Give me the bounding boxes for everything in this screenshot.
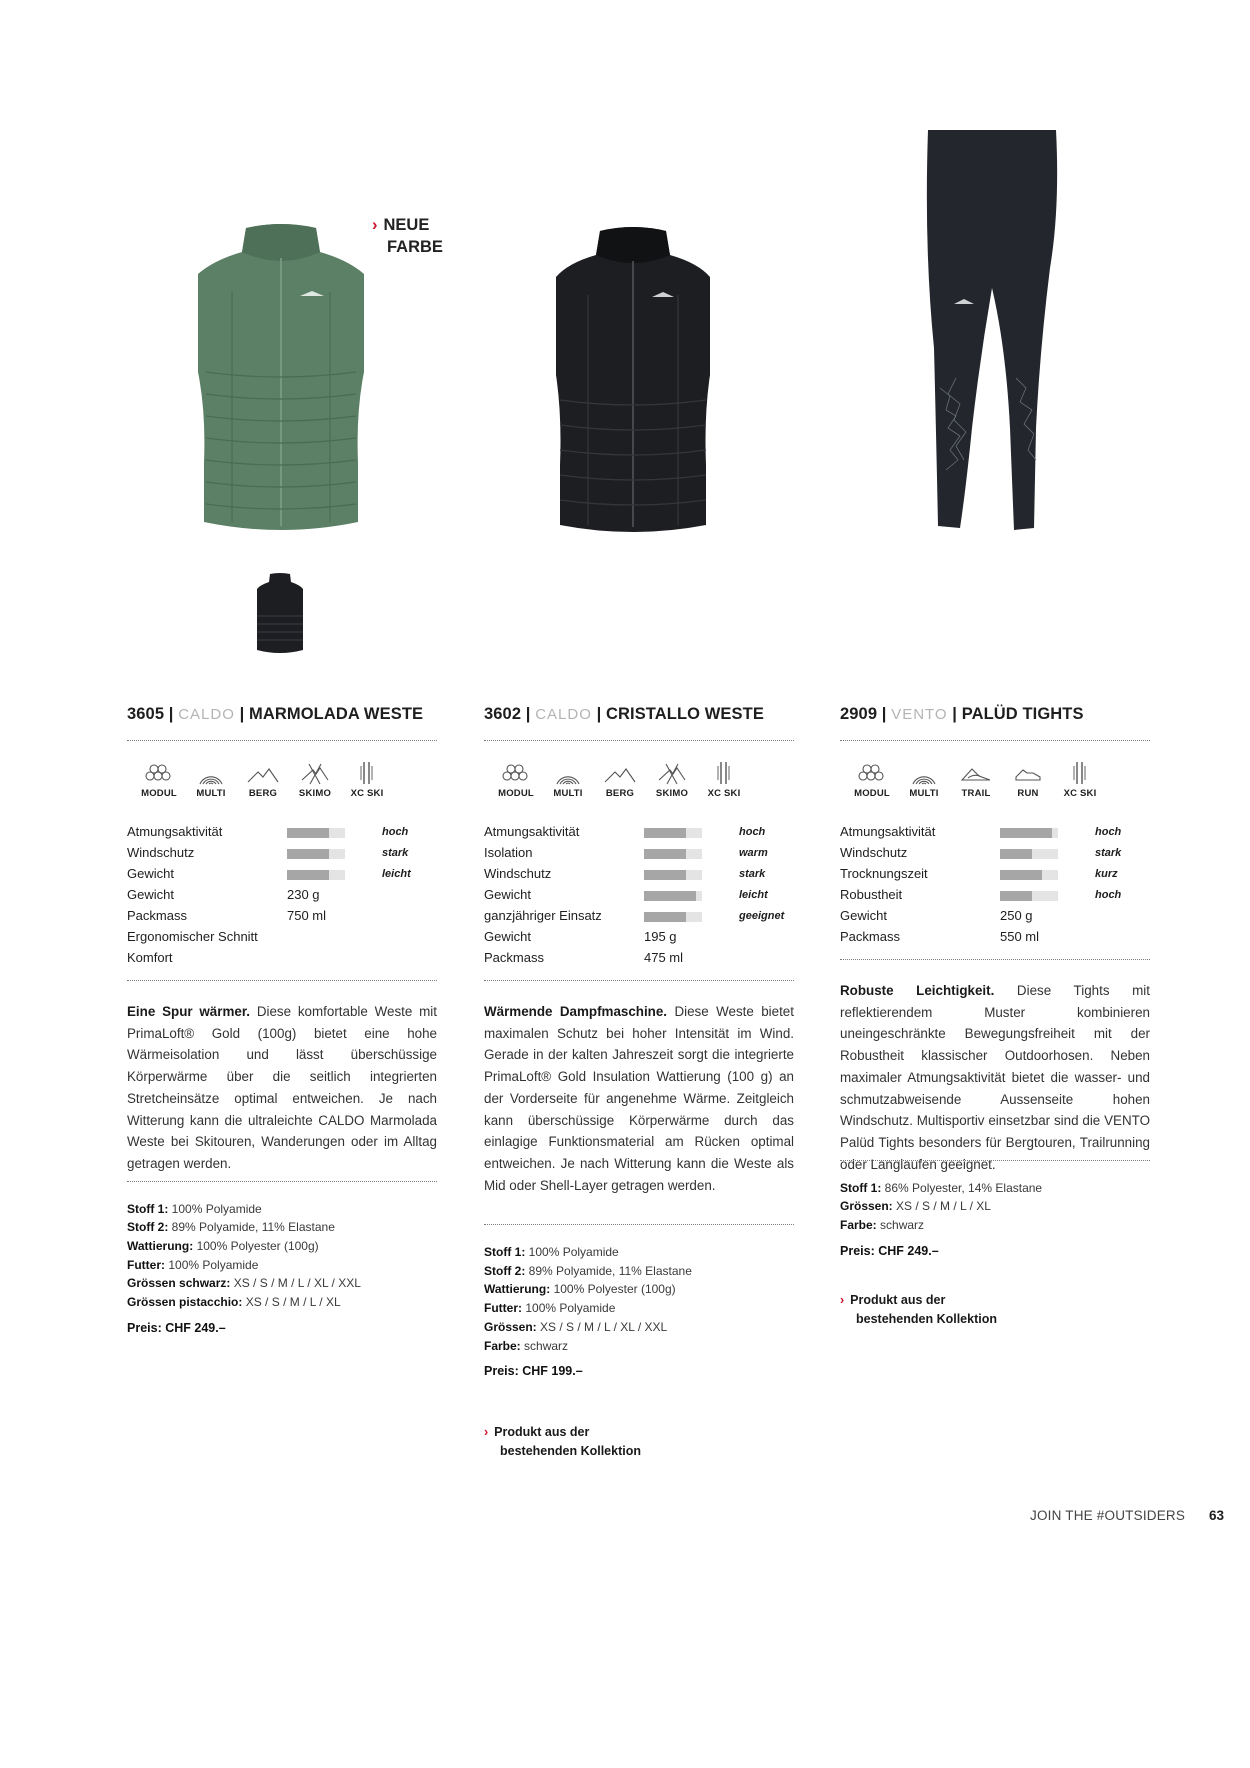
rating-label: Isolation (484, 845, 533, 860)
activity-label: SKIMO (298, 788, 332, 799)
product-description (840, 980, 1150, 1175)
spec-row (127, 1256, 437, 1275)
product-title (127, 705, 437, 729)
rating-row (484, 886, 794, 907)
rating-label: Atmungsaktivität (840, 824, 936, 839)
activity-multi (185, 760, 237, 799)
title-separator: | (234, 705, 249, 723)
badge-line1: NEUE (383, 216, 430, 234)
divider (484, 980, 794, 981)
spec-value: 100% Polyamide (168, 1257, 259, 1272)
rating-bar (1000, 849, 1058, 859)
product-number: 3605 (127, 705, 165, 723)
spec-key: Farbe: (840, 1218, 877, 1232)
rating-word: stark (1095, 847, 1122, 859)
xc-ski-icon (1063, 760, 1097, 786)
product-properties (127, 823, 437, 970)
spec-key: Stoff 1: (840, 1180, 882, 1195)
activity-label: MULTI (196, 788, 226, 799)
rating-bar-fill (1000, 849, 1032, 859)
rating-word: hoch (739, 826, 766, 838)
existing-collection-note (484, 1423, 641, 1461)
activity-xc-ski (698, 760, 750, 799)
divider (127, 1181, 437, 1182)
product-description (127, 1001, 437, 1175)
rating-label: Windschutz (127, 845, 195, 860)
divider (840, 959, 1150, 960)
rating-row (840, 886, 1150, 907)
rating-bar (644, 912, 702, 922)
spec-key: Wattierung: (127, 1239, 194, 1253)
product-price: Preis: CHF 249.– (840, 1243, 939, 1258)
multi-icon (551, 760, 585, 786)
product-title (840, 705, 1150, 729)
spec-row (484, 1318, 794, 1337)
spec-row (484, 1299, 794, 1318)
activity-berg (594, 760, 646, 799)
rating-bar-fill (644, 912, 686, 922)
spec-value: 100% Polyester (100g) (553, 1282, 676, 1297)
rating-row (127, 865, 437, 886)
value-label: Ergonomischer Schnitt (127, 929, 258, 944)
existing-line1: Produkt aus der (850, 1292, 946, 1307)
rating-row (484, 823, 794, 844)
rating-bar (644, 870, 702, 880)
spec-row (127, 1293, 437, 1312)
product-price: Preis: CHF 199.– (484, 1364, 583, 1379)
activity-icons (490, 760, 750, 799)
rating-bar (644, 828, 702, 838)
tights-image (920, 128, 1060, 536)
green-vest-image (188, 222, 374, 538)
divider (127, 980, 437, 981)
value-row (127, 907, 437, 928)
rating-label: Atmungsaktivität (484, 824, 580, 839)
spec-key: Futter: (484, 1301, 522, 1316)
activity-icons (133, 760, 393, 799)
xc-ski-icon (707, 760, 741, 786)
activity-label: XC SKI (350, 788, 384, 799)
rating-row (840, 865, 1150, 886)
spec-row (484, 1243, 794, 1262)
spec-key: Stoff 1: (484, 1245, 526, 1259)
existing-line1: Produkt aus der (494, 1425, 590, 1440)
spec-value: 89% Polyamide, 11% Elastane (528, 1263, 692, 1278)
product-properties (840, 823, 1150, 949)
rating-word: stark (739, 868, 766, 880)
value-text: 750 ml (287, 908, 327, 923)
rating-bar-fill (287, 828, 329, 838)
spec-row (127, 1274, 437, 1293)
description-lead: Eine Spur wärmer. (127, 1004, 251, 1019)
rating-label: Gewicht (127, 866, 174, 881)
rating-row (840, 823, 1150, 844)
activity-label: RUN (1017, 788, 1039, 799)
rating-row (484, 844, 794, 865)
rating-bar-fill (644, 849, 686, 859)
title-separator: | (877, 705, 892, 723)
spec-row (484, 1262, 794, 1281)
rating-word: leicht (739, 889, 768, 901)
activity-icons (846, 760, 1106, 799)
rating-row (484, 907, 794, 928)
rating-bar (644, 891, 702, 901)
material-specs (484, 1243, 794, 1381)
rating-word: geeignet (739, 910, 785, 922)
product-number: 2909 (840, 705, 878, 723)
product-description (484, 1001, 794, 1196)
spec-value: XS / S / M / L / XL / XXL (540, 1319, 668, 1334)
rating-bar (287, 870, 345, 880)
divider (840, 1160, 1150, 1161)
value-row (484, 928, 794, 949)
activity-skimo (289, 760, 341, 799)
value-label: Gewicht (840, 908, 887, 923)
rating-bar-fill (1000, 891, 1032, 901)
rating-bar (287, 849, 345, 859)
skimo-icon (298, 760, 332, 786)
spec-value: 89% Polyamide, 11% Elastane (171, 1220, 335, 1235)
title-separator: | (947, 705, 962, 723)
spec-value: 86% Polyester, 14% Elastane (884, 1180, 1043, 1195)
title-separator: | (591, 705, 606, 723)
spec-key: Grössen: (840, 1199, 893, 1214)
brand-logo: CALDO (535, 706, 592, 723)
activity-label: BERG (605, 788, 635, 799)
activity-label: MODUL (498, 788, 534, 799)
rating-bar (287, 828, 345, 838)
divider (484, 740, 794, 741)
rating-bar-fill (1000, 828, 1052, 838)
spec-row (840, 1197, 1150, 1216)
rating-label: Atmungsaktivität (127, 824, 223, 839)
value-text: 195 g (644, 929, 677, 944)
rating-word: hoch (1095, 889, 1122, 901)
product-name: PALÜD TIGHTS (961, 705, 1084, 723)
rating-bar (1000, 870, 1058, 880)
activity-xc-ski (341, 760, 393, 799)
chevron-right-icon: › (484, 1425, 489, 1440)
spec-value: 100% Polyester (100g) (196, 1239, 319, 1253)
multi-icon (907, 760, 941, 786)
footer-tagline: JOIN THE #OUTSIDERS (1030, 1508, 1186, 1523)
rating-row (127, 823, 437, 844)
product-price: Preis: CHF 249.– (127, 1320, 226, 1335)
product-name: MARMOLADA WESTE (248, 705, 424, 723)
multi-icon (194, 760, 228, 786)
spec-row (484, 1337, 794, 1356)
mountain-icon (603, 760, 637, 786)
spec-value: 100% Polyamide (528, 1245, 619, 1259)
existing-line2: bestehenden Kollektion (856, 1311, 997, 1326)
activity-xc-ski (1054, 760, 1106, 799)
material-specs (127, 1200, 437, 1338)
spec-row (840, 1179, 1150, 1198)
value-text: 250 g (1000, 908, 1033, 923)
activity-trail (950, 760, 1002, 799)
black-vest-image (548, 225, 718, 535)
description-text: Diese Weste bietet maximalen Schutz bei hoher Intensität im Wind. Gerade in der kalten Jahreszeit sorgt die integrierte PrimaLoft® Gold Insulation Wattierung (100 g) an der Vorderseite für angenehme Wärme. Zeitgleich kann überschüssige Körperwärme durch das einlagige Funktionsmaterial am Rücken optimal entweichen. Je nach Witterung kann die Weste als Mid oder Shell-Layer getragen werden. (484, 1004, 794, 1193)
activity-modul (846, 760, 898, 799)
running-shoe-icon (1011, 760, 1045, 786)
rating-bar-fill (1000, 870, 1042, 880)
divider (127, 740, 437, 741)
skimo-icon (655, 760, 689, 786)
product-number: 3602 (484, 705, 522, 723)
activity-label: MODUL (854, 788, 890, 799)
rating-bar (644, 849, 702, 859)
spec-row (127, 1218, 437, 1237)
description-text: Diese komfortable Weste mit PrimaLoft® Gold (100g) bietet eine hohe Wärmeisolation und lässt überschüssige Körperwärme über die seitlich integrierten Stretcheinsätze optimal entweichen. Je nach Witterung kann die ultraleichte CALDO Marmolada Weste bei Skitouren, Wanderungen oder im Alltag getragen werden. (127, 1004, 437, 1171)
divider (840, 740, 1150, 741)
rating-word: leicht (382, 868, 411, 880)
spec-key: Grössen schwarz: (127, 1276, 231, 1291)
activity-modul (133, 760, 185, 799)
modul-icon (499, 760, 533, 786)
product-name: CRISTALLO WESTE (605, 705, 764, 723)
rating-label: ganzjähriger Einsatz (484, 908, 602, 923)
rating-bar-fill (644, 828, 686, 838)
page-number: 63 (1209, 1508, 1225, 1523)
activity-label: SKIMO (655, 788, 689, 799)
activity-label: BERG (248, 788, 278, 799)
value-label: Gewicht (484, 929, 531, 944)
spec-value: XS / S / M / L / XL / XXL (233, 1276, 361, 1291)
badge-line2: FARBE (387, 238, 443, 256)
value-row (484, 949, 794, 970)
modul-icon (142, 760, 176, 786)
activity-label: MODUL (141, 788, 177, 799)
spec-row (484, 1280, 794, 1299)
activity-multi (898, 760, 950, 799)
spec-key: Stoff 1: (127, 1201, 169, 1216)
activity-label: MULTI (553, 788, 583, 799)
activity-run (1002, 760, 1054, 799)
spec-value: XS / S / M / L / XL (896, 1199, 991, 1214)
trail-shoe-icon (959, 760, 993, 786)
divider (484, 1224, 794, 1225)
xc-ski-icon (350, 760, 384, 786)
value-row (840, 907, 1150, 928)
value-label: Packmass (840, 929, 900, 944)
description-text: Diese Tights mit reflektierendem Muster kombinieren uneingeschränkte Bewegungsfreiheit mit der Robustheit klassischer Outdoorhosen. Neben maximaler Atmungsaktivität bietet die wasser- und schmutzabweisende Aussenseite hohen Windschutz. Multisportiv einsetzbar sind die VENTO Palüd Tights besonders für Bergtouren, Trailrunning oder Langlaufen geeignet. (840, 983, 1150, 1172)
brand-logo: CALDO (178, 706, 235, 723)
spec-row (127, 1200, 437, 1219)
rating-bar-fill (287, 870, 329, 880)
chevron-right-icon: › (840, 1292, 845, 1307)
rating-row (840, 844, 1150, 865)
value-text: 475 ml (644, 950, 684, 965)
rating-bar-fill (287, 849, 329, 859)
value-text: 230 g (287, 887, 320, 902)
description-lead: Wärmende Dampfmaschine. (484, 1004, 668, 1019)
description-lead: Robuste Leichtigkeit. (840, 983, 995, 998)
rating-row (127, 844, 437, 865)
black-vest-thumbnail (255, 572, 305, 656)
spec-value: schwarz (880, 1218, 925, 1232)
activity-berg (237, 760, 289, 799)
product-title (484, 705, 794, 729)
rating-label: Trocknungszeit (840, 866, 928, 881)
spec-key: Farbe: (484, 1338, 521, 1353)
value-row (127, 928, 437, 949)
brand-logo: VENTO (891, 706, 948, 723)
value-label: Gewicht (127, 887, 174, 902)
rating-word: warm (739, 847, 768, 859)
value-label: Packmass (484, 950, 544, 965)
spec-row (840, 1216, 1150, 1235)
rating-word: stark (382, 847, 409, 859)
existing-collection-note (840, 1291, 997, 1329)
spec-value: XS / S / M / L / XL (245, 1295, 341, 1310)
spec-key: Stoff 2: (127, 1220, 169, 1235)
rating-label: Windschutz (840, 845, 908, 860)
activity-modul (490, 760, 542, 799)
material-specs (840, 1179, 1150, 1261)
activity-label: XC SKI (1063, 788, 1097, 799)
new-color-badge (372, 214, 443, 258)
spec-key: Wattierung: (484, 1282, 551, 1297)
rating-label: Robustheit (840, 887, 903, 902)
value-label: Komfort (127, 950, 173, 965)
rating-row (484, 865, 794, 886)
activity-label: TRAIL (961, 788, 991, 799)
rating-word: hoch (1095, 826, 1122, 838)
activity-skimo (646, 760, 698, 799)
existing-line2: bestehenden Kollektion (500, 1444, 641, 1459)
spec-key: Grössen: (484, 1319, 537, 1334)
modul-icon (855, 760, 889, 786)
rating-bar-fill (644, 891, 696, 901)
product-properties (484, 823, 794, 970)
spec-value: schwarz (524, 1338, 569, 1353)
rating-bar (1000, 828, 1058, 838)
spec-key: Grössen pistacchio: (127, 1295, 243, 1310)
rating-bar-fill (644, 870, 686, 880)
rating-label: Gewicht (484, 887, 531, 902)
title-separator: | (521, 705, 536, 723)
spec-row (127, 1237, 437, 1256)
value-text: 550 ml (1000, 929, 1040, 944)
value-row (127, 949, 437, 970)
spec-value: 100% Polyamide (525, 1301, 616, 1316)
spec-key: Stoff 2: (484, 1263, 526, 1278)
mountain-icon (246, 760, 280, 786)
activity-multi (542, 760, 594, 799)
value-row (840, 928, 1150, 949)
spec-value: 100% Polyamide (171, 1201, 262, 1216)
value-label: Packmass (127, 908, 187, 923)
rating-label: Windschutz (484, 866, 552, 881)
title-separator: | (164, 705, 179, 723)
rating-word: hoch (382, 826, 409, 838)
value-row (127, 886, 437, 907)
rating-word: kurz (1095, 868, 1118, 880)
activity-label: XC SKI (707, 788, 741, 799)
spec-key: Futter: (127, 1257, 165, 1272)
chevron-right-icon: › (372, 216, 378, 234)
rating-bar (1000, 891, 1058, 901)
activity-label: MULTI (909, 788, 939, 799)
